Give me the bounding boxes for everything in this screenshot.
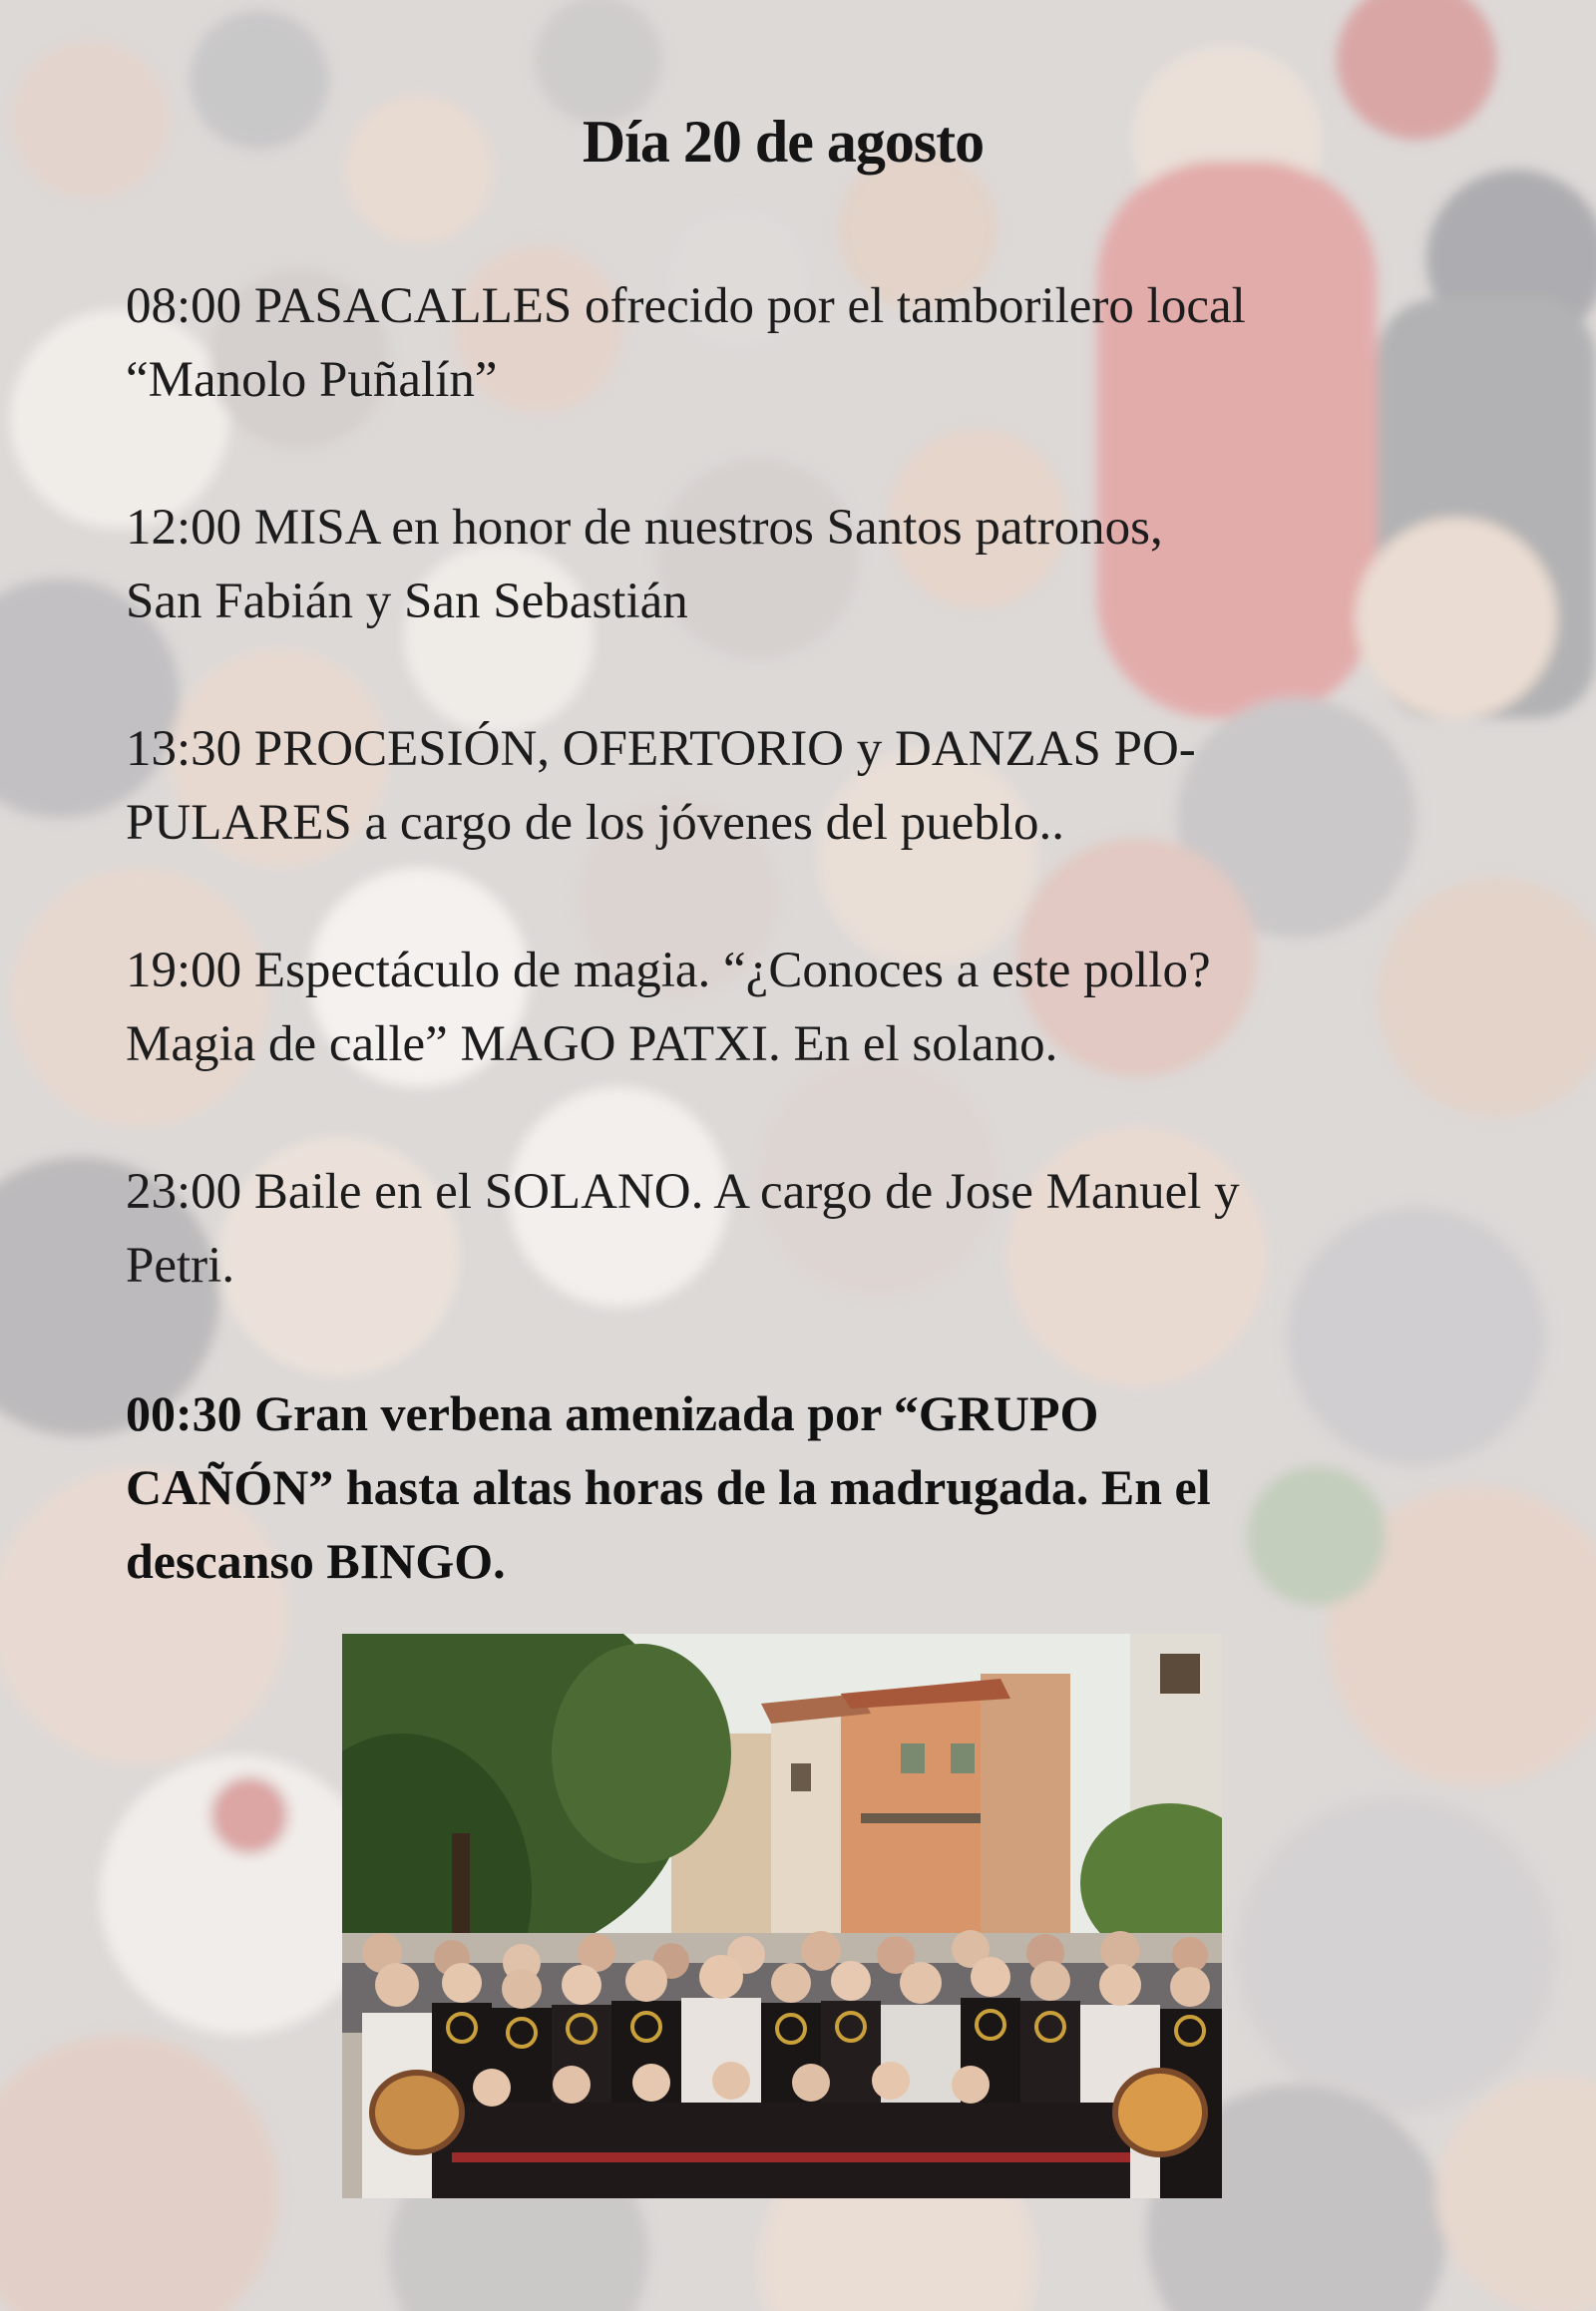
event-line: PULARES a cargo de los jóvenes del pueblo..	[126, 795, 1064, 851]
event-line: San Fabián y San Sebastián	[126, 574, 688, 629]
event-line: 13:30 PROCESIÓN, OFERTORIO y DANZAS PO-	[126, 721, 1196, 777]
event-line: descanso BINGO.	[126, 1533, 506, 1589]
event-line: Petri.	[126, 1238, 235, 1294]
event-entry	[126, 712, 1452, 860]
page-title: Día 20 de agosto	[582, 109, 985, 175]
group-photo	[342, 1634, 1222, 2198]
event-line: “Manolo Puñalín”	[126, 352, 498, 408]
event-entry	[126, 269, 1452, 417]
event-line: CAÑÓN” hasta altas horas de la madrugada. En el	[126, 1459, 1211, 1515]
event-line: 08:00 PASACALLES ofrecido por el tamborilero local	[126, 278, 1246, 334]
event-line: 19:00 Espectáculo de magia. “¿Conoces a este pollo?	[126, 943, 1211, 998]
event-entry	[126, 934, 1452, 1081]
event-entry	[126, 491, 1452, 638]
event-line: Magia de calle” MAGO PATXI. En el solano.	[126, 1016, 1058, 1072]
event-line: 23:00 Baile en el SOLANO. A cargo de Jose Manuel y	[126, 1164, 1240, 1220]
highlight-event-entry	[126, 1376, 1452, 1598]
event-line: 00:30 Gran verbena amenizada por “GRUPO	[126, 1385, 1099, 1441]
event-line: 12:00 MISA en honor de nuestros Santos patronos,	[126, 500, 1163, 556]
event-entry	[126, 1155, 1452, 1303]
